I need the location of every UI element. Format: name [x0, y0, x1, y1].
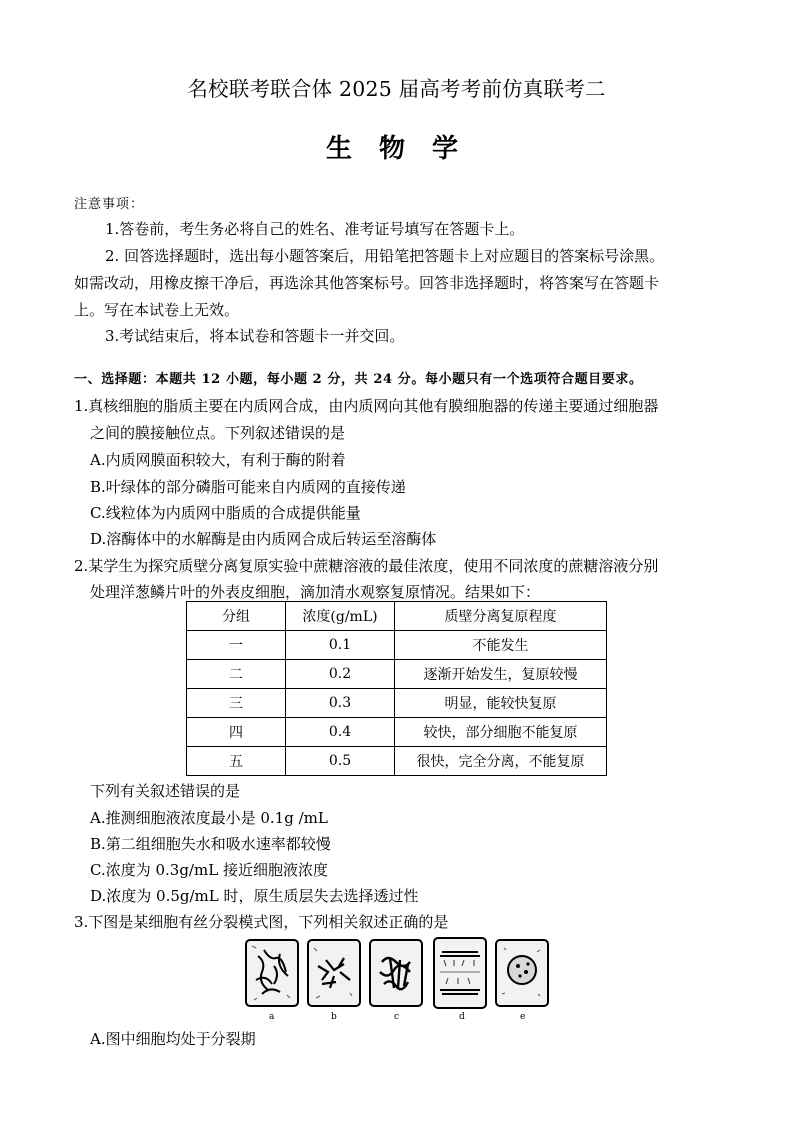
mitosis-figure: [244, 936, 550, 1026]
q1-stem-line-1: 1.真核细胞的脂质主要在内质网合成，由内质网向其他有膜细胞器的传递主要通过细胞器: [74, 397, 659, 415]
table-cell: 0.3: [286, 689, 395, 718]
table-cell: 0.1: [286, 631, 395, 660]
notice-line-4: 上。写在本试卷上无效。: [74, 301, 240, 319]
q3-stem: 3.下图是某细胞有丝分裂模式图，下列相关叙述正确的是: [74, 913, 449, 931]
q1-option-d: D.溶酶体中的水解酶是由内质网合成后转运至溶酶体: [90, 530, 437, 548]
table-cell: 五: [187, 747, 286, 776]
table-cell: 0.2: [286, 660, 395, 689]
table-row: [187, 660, 607, 689]
table-cell: 逐渐开始发生，复原较慢: [395, 660, 607, 689]
q2-option-a: A.推测细胞液浓度最小是 0.1g /mL: [90, 809, 328, 827]
table-cell: 很快，完全分离，不能复原: [395, 747, 607, 776]
table-cell: 不能发生: [395, 631, 607, 660]
notice-line-2: 2. 回答选择题时，选出每小题答案后，用铅笔把答题卡上对应题目的答案标号涂黑。: [105, 247, 665, 265]
notice-line-3: 如需改动，用橡皮擦干净后，再选涂其他答案标号。回答非选择题时，将答案写在答题卡: [74, 274, 660, 292]
q2-option-d: D.浓度为 0.5g/mL 时，原生质层失去选择透过性: [90, 887, 419, 905]
table-row: [187, 631, 607, 660]
table-cell: 三: [187, 689, 286, 718]
table-header-cell: 浓度(g/mL): [286, 602, 395, 631]
cell-label-e: e: [520, 1012, 526, 1022]
table-header-cell: 分组: [187, 602, 286, 631]
cell-e-image: [496, 940, 548, 1006]
exam-title: 名校联考联合体 2025 届高考考前仿真联考二: [187, 77, 606, 101]
table-row: [187, 718, 607, 747]
table-row: [187, 689, 607, 718]
q1-stem-line-2: 之间的膜接触位点。下列叙述错误的是: [90, 424, 346, 442]
cell-label-b: b: [331, 1012, 337, 1022]
q2-stem-line-2: 处理洋葱鳞片叶的外表皮细胞，滴加清水观察复原情况。结果如下：: [90, 583, 541, 601]
results-table: [186, 601, 607, 776]
table-header-cell: 质壁分离复原程度: [395, 602, 607, 631]
notice-line-1: 1.答卷前，考生务必将自己的姓名、准考证号填写在答题卡上。: [105, 220, 525, 238]
q2-after-text: 下列有关叙述错误的是: [90, 782, 241, 800]
notice-heading: 注意事项：: [74, 197, 145, 212]
cell-c-image: [370, 940, 422, 1006]
table-cell: 一: [187, 631, 286, 660]
cell-label-c: c: [394, 1012, 400, 1022]
table-header-row: [187, 602, 607, 631]
table-row: [187, 747, 607, 776]
table-cell: 四: [187, 718, 286, 747]
q1-option-a: A.内质网膜面积较大，有利于酶的附着: [90, 451, 346, 469]
q2-option-b: B.第二组细胞失水和吸水速率都较慢: [90, 835, 331, 853]
table-cell: 明显，能较快复原: [395, 689, 607, 718]
cell-label-d: d: [459, 1012, 465, 1022]
cell-a-image: [246, 940, 298, 1006]
mitosis-cells-image: [244, 936, 550, 1012]
cell-d-image: [434, 938, 486, 1008]
cell-label-a: a: [269, 1012, 275, 1022]
q2-stem-line-1: 2.某学生为探究质壁分离复原实验中蔗糖溶液的最佳浓度，使用不同浓度的蔗糖溶液分别: [74, 557, 659, 575]
q1-option-c: C.线粒体为内质网中脂质的合成提供能量: [90, 504, 361, 522]
subject-title: 生 物 学: [325, 134, 468, 164]
table-cell: 0.5: [286, 747, 395, 776]
section-heading: 一、选择题：本题共 12 小题，每小题 2 分，共 24 分。每小题只有一个选项符合题目要求。: [74, 372, 643, 387]
q2-option-c: C.浓度为 0.3g/mL 接近细胞液浓度: [90, 861, 328, 879]
notice-line-5: 3.考试结束后，将本试卷和答题卡一并交回。: [105, 327, 405, 345]
cell-b-image: [308, 940, 360, 1006]
table-cell: 二: [187, 660, 286, 689]
q3-option-a: A.图中细胞均处于分裂期: [90, 1030, 256, 1048]
table-cell: 较快，部分细胞不能复原: [395, 718, 607, 747]
q1-option-b: B.叶绿体的部分磷脂可能来自内质网的直接传递: [90, 478, 406, 496]
table-cell: 0.4: [286, 718, 395, 747]
